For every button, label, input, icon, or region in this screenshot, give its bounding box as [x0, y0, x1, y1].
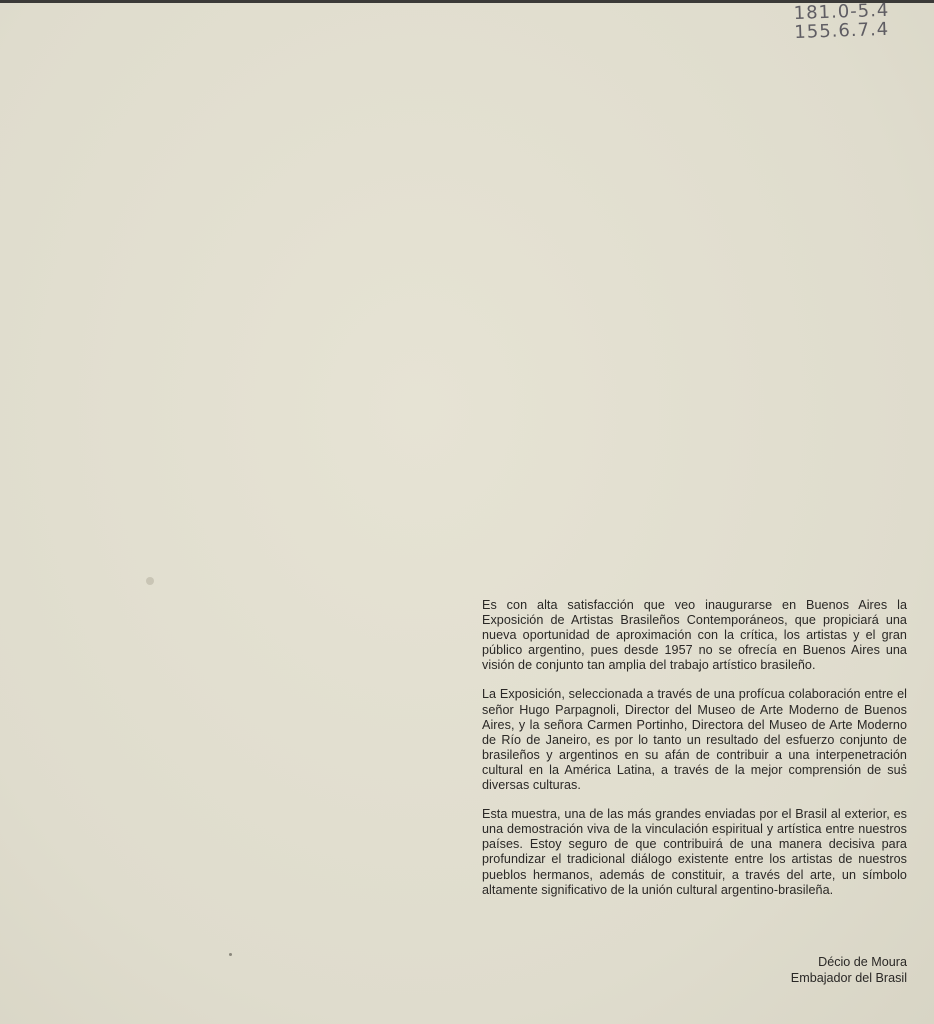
archive-note-line-1: 181.0-5.4 — [793, 0, 890, 25]
signatory-title: Embajador del Brasil — [790, 970, 907, 985]
paper-speck — [146, 577, 154, 585]
handwritten-archive-note — [793, 0, 914, 42]
archive-note-line-2: 155.6.7.4 — [794, 18, 890, 44]
signatory-name: Décio de Moura — [818, 955, 907, 969]
signature-block — [791, 955, 907, 986]
paragraph-1: Es con alta satisfacción que veo inaugurarse en Buenos Aires la Exposición de Artistas Brasileños Contemporáneos, que propiciará una nueva oportunidad de aproximación con la crítica, los artistas y el gran público argentino, pues desde 1957 no se ofrecía en Buenos Aires una visión de conjunto tan amplia del trabajo artístico brasileño. — [482, 598, 907, 673]
paper-speck — [229, 953, 232, 956]
paragraph-2: La Exposición, seleccionada a través de una profícua colaboración entre el señor Hugo Parpagnoli, Director del Museo de Arte Moderno de Buenos Aires, y la señora Carmen Portinho, Directora del Museo de Arte Moderno de Río de Janeiro, es por lo tanto un resultado del esfuerzo conjunto de brasileños y argentinos en su afán de contribuir a una interpenetración cultural en la América Latina, a través de la mejor comprensión de sus diversas culturas. — [482, 687, 907, 793]
letter-body — [482, 598, 907, 912]
paragraph-3: Esta muestra, una de las más grandes enviadas por el Brasil al exterior, es una demostración viva de la vinculación espiritual y artística entre nuestros países. Estoy seguro de que contribuirá de una manera decisiva para profundizar el tradicional diálogo existente entre los artistas de nuestros pueblos hermanos, además de constituir, a través del arte, un símbolo altamente significativo de la unión cultural argentino-brasileña. — [482, 807, 907, 897]
